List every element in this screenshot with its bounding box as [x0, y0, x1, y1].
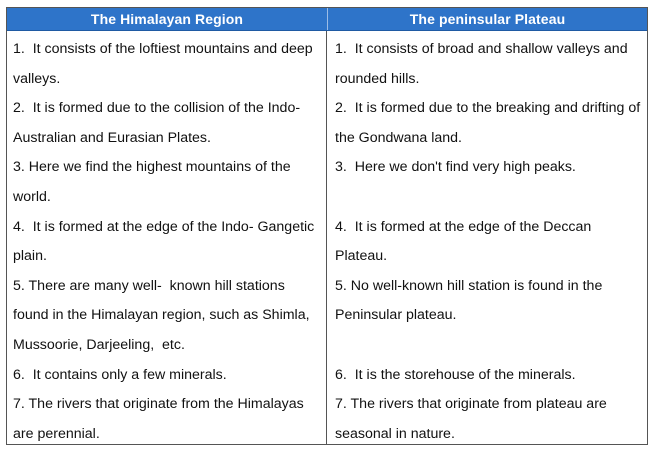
header-himalayan-region: The Himalayan Region: [7, 8, 328, 30]
header-peninsular-plateau: The peninsular Plateau: [409, 11, 566, 27]
plateau-point-2: 2. It is formed due to the breaking and drifting of the Gondwana land.: [335, 100, 645, 146]
comparison-table: [6, 7, 648, 445]
himalayan-column: [7, 31, 327, 445]
plateau-point-4: 4. It is formed at the edge of the Deccan Plateau.: [335, 218, 596, 265]
himalayan-point-6: 6. It contains only a few minerals.: [13, 366, 227, 383]
plateau-point-3: 3. Here we don't find very high peaks.: [335, 159, 576, 176]
plateau-point-6: 6. It is the storehouse of the minerals.: [335, 366, 576, 383]
himalayan-point-4: 4. It is formed at the edge of the Indo- Gangetic plain.: [13, 218, 319, 265]
plateau-point-5: 5. No well-known hill station is found in the Peninsular plateau.: [335, 277, 607, 324]
himalayan-point-5: 5. There are many well- known hill stations found in the Himalayan region, such as Shimla, Mussoorie, Darjeeling, etc.: [13, 277, 314, 353]
plateau-column: [327, 31, 647, 445]
plateau-point-7: 7. The rivers that originate from plateau are seasonal in nature.: [335, 396, 611, 442]
himalayan-point-7: 7. The rivers that originate from the Himalayas are perennial.: [13, 396, 308, 442]
table-body: [7, 31, 647, 445]
himalayan-point-3: 3. Here we find the highest mountains of the world.: [13, 159, 295, 205]
plateau-point-1: 1. It consists of broad and shallow valleys and rounded hills.: [335, 41, 632, 87]
himalayan-point-2: 2. It is formed due to the collision of the Indo-Australian and Eurasian Plates.: [13, 100, 301, 146]
table-header-row: [7, 8, 647, 31]
himalayan-point-1: 1. It consists of the loftiest mountains and deep valleys.: [13, 41, 317, 87]
